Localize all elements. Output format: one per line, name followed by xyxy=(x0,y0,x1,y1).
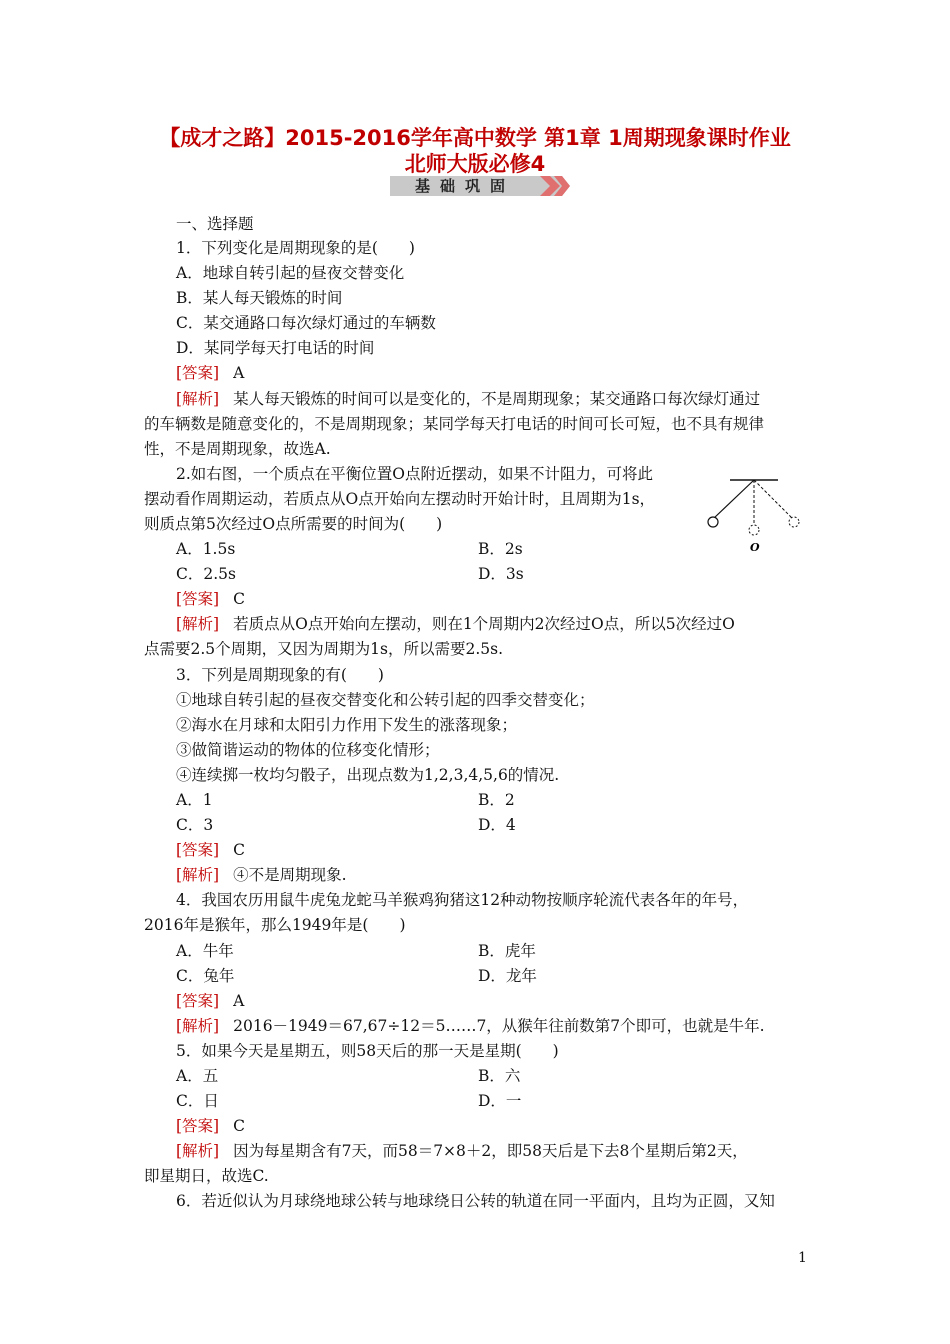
q1-analysis-line3: 性，不是周期现象，故选A. xyxy=(144,440,331,458)
q2-analysis-line2: 点需要2.5个周期，又因为周期为1s，所以需要2.5s. xyxy=(144,640,503,658)
page-number: 1 xyxy=(798,1250,807,1266)
answer-tag: [答案] xyxy=(176,590,220,608)
q5-answer xyxy=(176,1115,245,1137)
q1-answer xyxy=(176,362,244,384)
q2-option-a: A．1.5s xyxy=(176,540,236,558)
document-title-line2: 北师大版必修4 xyxy=(404,152,546,176)
q1-option-d: D．某同学每天打电话的时间 xyxy=(176,339,375,357)
section-heading: 一、选择题 xyxy=(176,215,254,233)
answer-tag: [答案] xyxy=(176,992,220,1010)
q5-option-a: A．五 xyxy=(176,1067,219,1085)
q2-stem-line3: 则质点第5次经过O点所需要的时间为( ) xyxy=(144,515,443,533)
q3-stem: 3．下列是周期现象的有( ) xyxy=(176,666,384,684)
q5-answer-value: C xyxy=(233,1117,245,1135)
q5-option-d: D．一 xyxy=(478,1092,522,1110)
analysis-tag: [解析] xyxy=(176,1017,220,1035)
q1-analysis-line2: 的车辆数是随意变化的，不是周期现象；某同学每天打电话的时间可长可短，也不具有规律 xyxy=(144,415,765,433)
q6-stem: 6．若近似认为月球绕地球公转与地球绕日公转的轨道在同一平面内，且均为正圆，又知 xyxy=(176,1192,775,1210)
q3-item-1: ①地球自转引起的昼夜交替变化和公转引起的四季交替变化； xyxy=(176,691,595,709)
analysis-tag: [解析] xyxy=(176,390,220,408)
q3-option-b: B．2 xyxy=(478,791,515,809)
analysis-tag: [解析] xyxy=(176,866,220,884)
q3-option-a: A．1 xyxy=(176,791,213,809)
document-title-line1: 【成才之路】2015-2016学年高中数学 第1章 1周期现象课时作业 xyxy=(159,126,791,150)
q3-item-3: ③做简谐运动的物体的位移变化情形； xyxy=(176,741,440,759)
q5-option-c: C．日 xyxy=(176,1092,219,1110)
q3-analysis: [解析] ④不是周期现象. xyxy=(176,866,347,884)
q2-option-c: C．2.5s xyxy=(176,565,236,583)
q3-option-d: D．4 xyxy=(478,816,516,834)
q2-stem-line2: 摆动看作周期运动，若质点从O点开始向左摆动时开始计时，且周期为1s， xyxy=(144,490,656,508)
q2-answer-value: C xyxy=(233,590,245,608)
q4-answer xyxy=(176,990,244,1012)
q2-stem-line1: 2.如右图，一个质点在平衡位置O点附近摆动，如果不计阻力，可将此 xyxy=(176,465,653,483)
analysis-tag: [解析] xyxy=(176,1142,220,1160)
q3-item-2: ②海水在月球和太阳引力作用下发生的涨落现象； xyxy=(176,716,518,734)
q2-option-b: B．2s xyxy=(478,540,523,558)
q3-answer xyxy=(176,839,245,861)
q4-option-d: D．龙年 xyxy=(478,967,537,985)
pendulum-figure xyxy=(700,474,810,554)
q1-analysis-line1: [解析] 某人每天锻炼的时间可以是变化的，不是周期现象；某交通路口每次绿灯通过 xyxy=(176,390,761,408)
q5-stem: 5．如果今天是星期五，则58天后的那一天是星期( ) xyxy=(176,1042,559,1060)
q3-item-4: ④连续掷一枚均匀骰子，出现点数为1,2,3,4,5,6的情况. xyxy=(176,766,560,784)
q2-analysis-line1: [解析] 若质点从O点开始向左摆动，则在1个周期内2次经过O点，所以5次经过O xyxy=(176,615,735,633)
q3-answer-value: C xyxy=(233,841,245,859)
analysis-tag: [解析] xyxy=(176,615,220,633)
q4-analysis: [解析] 2016－1949＝67,67÷12＝5……7，从猴年往前数第7个即可，也就是牛年. xyxy=(176,1017,765,1035)
q3-option-c: C．3 xyxy=(176,816,214,834)
q4-option-b: B．虎年 xyxy=(478,942,536,960)
q1-option-a: A．地球自转引起的昼夜交替变化 xyxy=(176,264,405,282)
q2-option-d: D．3s xyxy=(478,565,524,583)
point-o-label: O xyxy=(750,541,760,554)
q4-option-c: C．兔年 xyxy=(176,967,235,985)
q4-answer-value: A xyxy=(233,992,245,1010)
q1-answer-value: A xyxy=(233,364,245,382)
q5-analysis-line2: 即星期日，故选C. xyxy=(144,1167,269,1185)
q4-option-a: A．牛年 xyxy=(176,942,234,960)
answer-tag: [答案] xyxy=(176,841,220,859)
q2-answer xyxy=(176,588,245,610)
q5-analysis-line1: [解析] 因为每星期含有7天，而58＝7×8＋2，即58天后是下去8个星期后第2天， xyxy=(176,1142,748,1160)
q4-stem-line2: 2016年是猴年，那么1949年是( ) xyxy=(144,916,406,934)
answer-tag: [答案] xyxy=(176,1117,220,1135)
answer-tag: [答案] xyxy=(176,364,220,382)
q1-option-c: C．某交通路口每次绿灯通过的车辆数 xyxy=(176,314,436,332)
banner-title: 基础巩固 xyxy=(414,177,515,195)
q5-option-b: B．六 xyxy=(478,1067,521,1085)
q4-stem-line1: 4．我国农历用鼠牛虎兔龙蛇马羊猴鸡狗猪这12种动物按顺序轮流代表各年的年号， xyxy=(176,891,749,909)
q1-stem: 1．下列变化是周期现象的是( ) xyxy=(176,239,415,257)
q1-option-b: B．某人每天锻炼的时间 xyxy=(176,289,343,307)
